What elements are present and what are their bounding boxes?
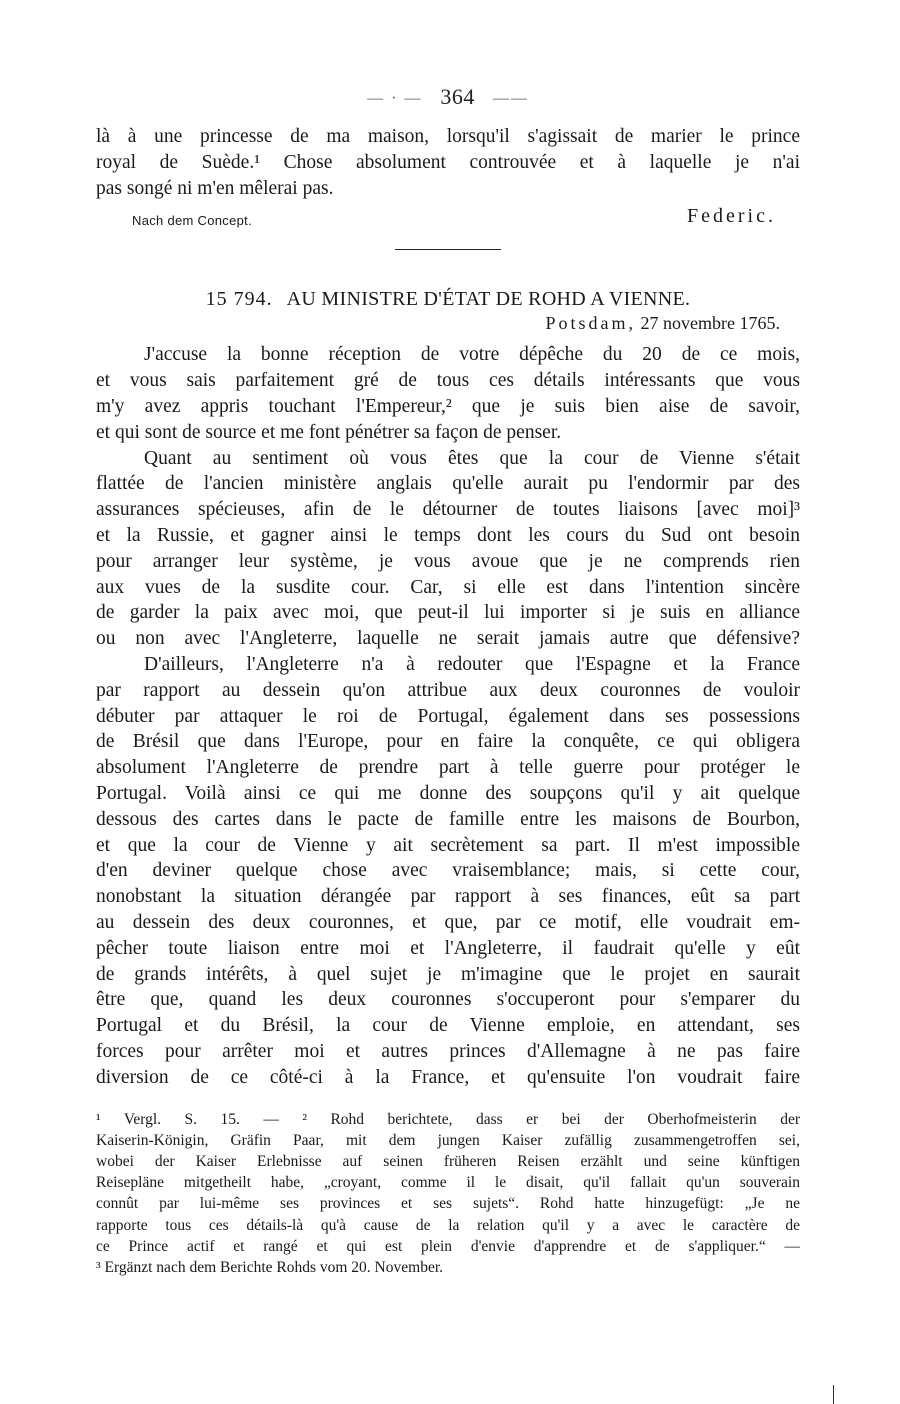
closing-row: [96, 205, 800, 231]
footnote-line: connût par lui-même ses provinces et ses sujets“. Rohd hatte hinzugefügt: „Je ne: [96, 1195, 800, 1213]
letter-number: 15 794.: [205, 288, 273, 311]
text-line: Quant au sentiment où vous êtes que la cour de Vienne s'était: [144, 447, 800, 469]
signature: Federic.: [687, 205, 776, 228]
footnotes: [96, 1109, 800, 1279]
text-line: et la Russie, et gagner ainsi le temps dont les cours du Sud ont besoin: [96, 524, 800, 546]
footnote-line: rapporte tous ces détails-là qu'à cause de la relation qu'il y a avec le caractère de: [96, 1216, 800, 1234]
text-line: absolument l'Angleterre de prendre part à telle guerre pour protéger le: [96, 757, 800, 779]
text-line: m'y avez appris touchant l'Empereur,² que je suis bien aise de savoir,: [96, 395, 800, 417]
text-line: forces pour arrêter moi et autres princes d'Allemagne à ne pas faire: [96, 1040, 800, 1062]
text-line: par rapport au dessein qu'on attribue aux deux couronnes de vouloir: [96, 679, 800, 701]
footnote-line: wobei der Kaiser Erlebnisse auf seinen früheren Reisen erzählt und seine künftigen: [96, 1152, 800, 1170]
previous-letter-ending: [96, 124, 800, 201]
letter-heading: [96, 288, 800, 311]
footnote-line: ³ Ergänzt nach dem Berichte Rohds vom 20. November.: [96, 1258, 444, 1276]
text-line: pour arranger leur système, je vous avoue que je ne comprends rien: [96, 550, 800, 572]
text-line: d'en deviner quelque chose avec vraisemblance; mais, si cette cour,: [96, 860, 800, 882]
header-left-dash: — · —: [367, 89, 423, 107]
page-number: 364: [440, 84, 475, 109]
text-line: Portugal et du Brésil, la cour de Vienne emploie, en attendant, ses: [96, 1015, 800, 1037]
paragraph-1: [96, 342, 800, 445]
text-line: J'accuse la bonne réception de votre dépêche du 20 de ce mois,: [144, 344, 800, 366]
section-divider: [395, 249, 501, 250]
text-line: et que la cour de Vienne y ait secrètement sa part. Il m'est impossible: [96, 834, 800, 856]
text-line: D'ailleurs, l'Angleterre n'a à redouter que l'Espagne et la France: [144, 653, 800, 675]
text-line: assurances spécieuses, afin de le détourner de toutes liaisons [avec moi]³: [96, 499, 800, 521]
text-line: ou non avec l'Angleterre, laquelle ne serait jamais autre que défensive?: [96, 628, 800, 650]
text-line: pêcher toute liaison entre moi et l'Angleterre, il faudrait qu'elle y eût: [96, 937, 800, 959]
footnote-line: ce Prince actif et rangé et qui est plein d'envie d'apprendre et de s'appliquer.“ —: [96, 1237, 800, 1255]
footnote-line: ¹ Vergl. S. 15. — ² Rohd berichtete, dass er bei der Oberhofmeisterin der: [96, 1110, 800, 1128]
text-line: royal de Suède.¹ Chose absolument controuvée et à laquelle je n'ai: [96, 151, 800, 173]
text-line: et qui sont de source et me font pénétrer sa façon de penser.: [96, 421, 562, 443]
text-line: au dessein des deux couronnes, et que, par ce motif, elle voudrait em-: [96, 911, 800, 933]
text-line: de grands intérêts, à quel sujet je m'imagine que le projet en saurait: [96, 963, 800, 985]
text-line: et vous sais parfaitement gré de tous ces détails intéressants que vous: [96, 370, 800, 392]
text-line: de Brésil que dans l'Europe, pour en faire la conquête, ce qui obligera: [96, 731, 800, 753]
footnote-line: Kaiserin-Königin, Gräfin Paar, mit dem jungen Kaiser zufällig zusammengetroffen sei,: [96, 1131, 800, 1149]
footnote-line: Reisepläne mitgetheilt habe, „croyant, comme il le disait, qu'il fallait qu'un souverain: [96, 1174, 800, 1192]
paragraph-3: [96, 652, 800, 1091]
paragraph-2: [96, 446, 800, 652]
text-line: débuter par attaquer le roi de Portugal, également dans ses possessions: [96, 705, 800, 727]
page-header: [96, 84, 800, 110]
text-line: dessous des cartes dans le pacte de famille entre les maisons de Bourbon,: [96, 808, 800, 830]
letter-body: [96, 342, 800, 1090]
source-note: Nach dem Concept.: [132, 213, 252, 229]
text-line: flattée de l'ancien ministère anglais qu'elle aurait pu l'endormir par des: [96, 473, 800, 495]
text-line: diversion de ce côté-ci à la France, et qu'ensuite l'on voudrait faire: [96, 1066, 800, 1088]
book-page: [96, 84, 800, 1278]
margin-mark: [833, 1385, 834, 1404]
text-line: de garder la paix avec moi, que peut-il lui importer si je suis en alliance: [96, 602, 800, 624]
place-date: [96, 313, 780, 334]
header-right-dash: ——: [492, 89, 529, 107]
text-line: être que, quand les deux couronnes s'occuperont pour s'emparer du: [96, 989, 800, 1011]
letter-date: 27 novembre 1765.: [640, 313, 780, 334]
text-line: aux vues de la susdite cour. Car, si elle est dans l'intention sincère: [96, 576, 800, 598]
text-line: là à une princesse de ma maison, lorsqu'il s'agissait de marier le prince: [96, 126, 800, 147]
text-line: pas songé ni m'en mêlerai pas.: [96, 177, 334, 199]
letter-title: AU MINISTRE D'ÉTAT DE ROHD A VIENNE.: [286, 288, 691, 311]
letter-place: Potsdam,: [545, 313, 637, 334]
text-line: Portugal. Voilà ainsi ce qui me donne des soupçons qu'il y ait quelque: [96, 782, 800, 804]
text-line: nonobstant la situation dérangée par rapport à ses finances, eût sa part: [96, 886, 800, 908]
